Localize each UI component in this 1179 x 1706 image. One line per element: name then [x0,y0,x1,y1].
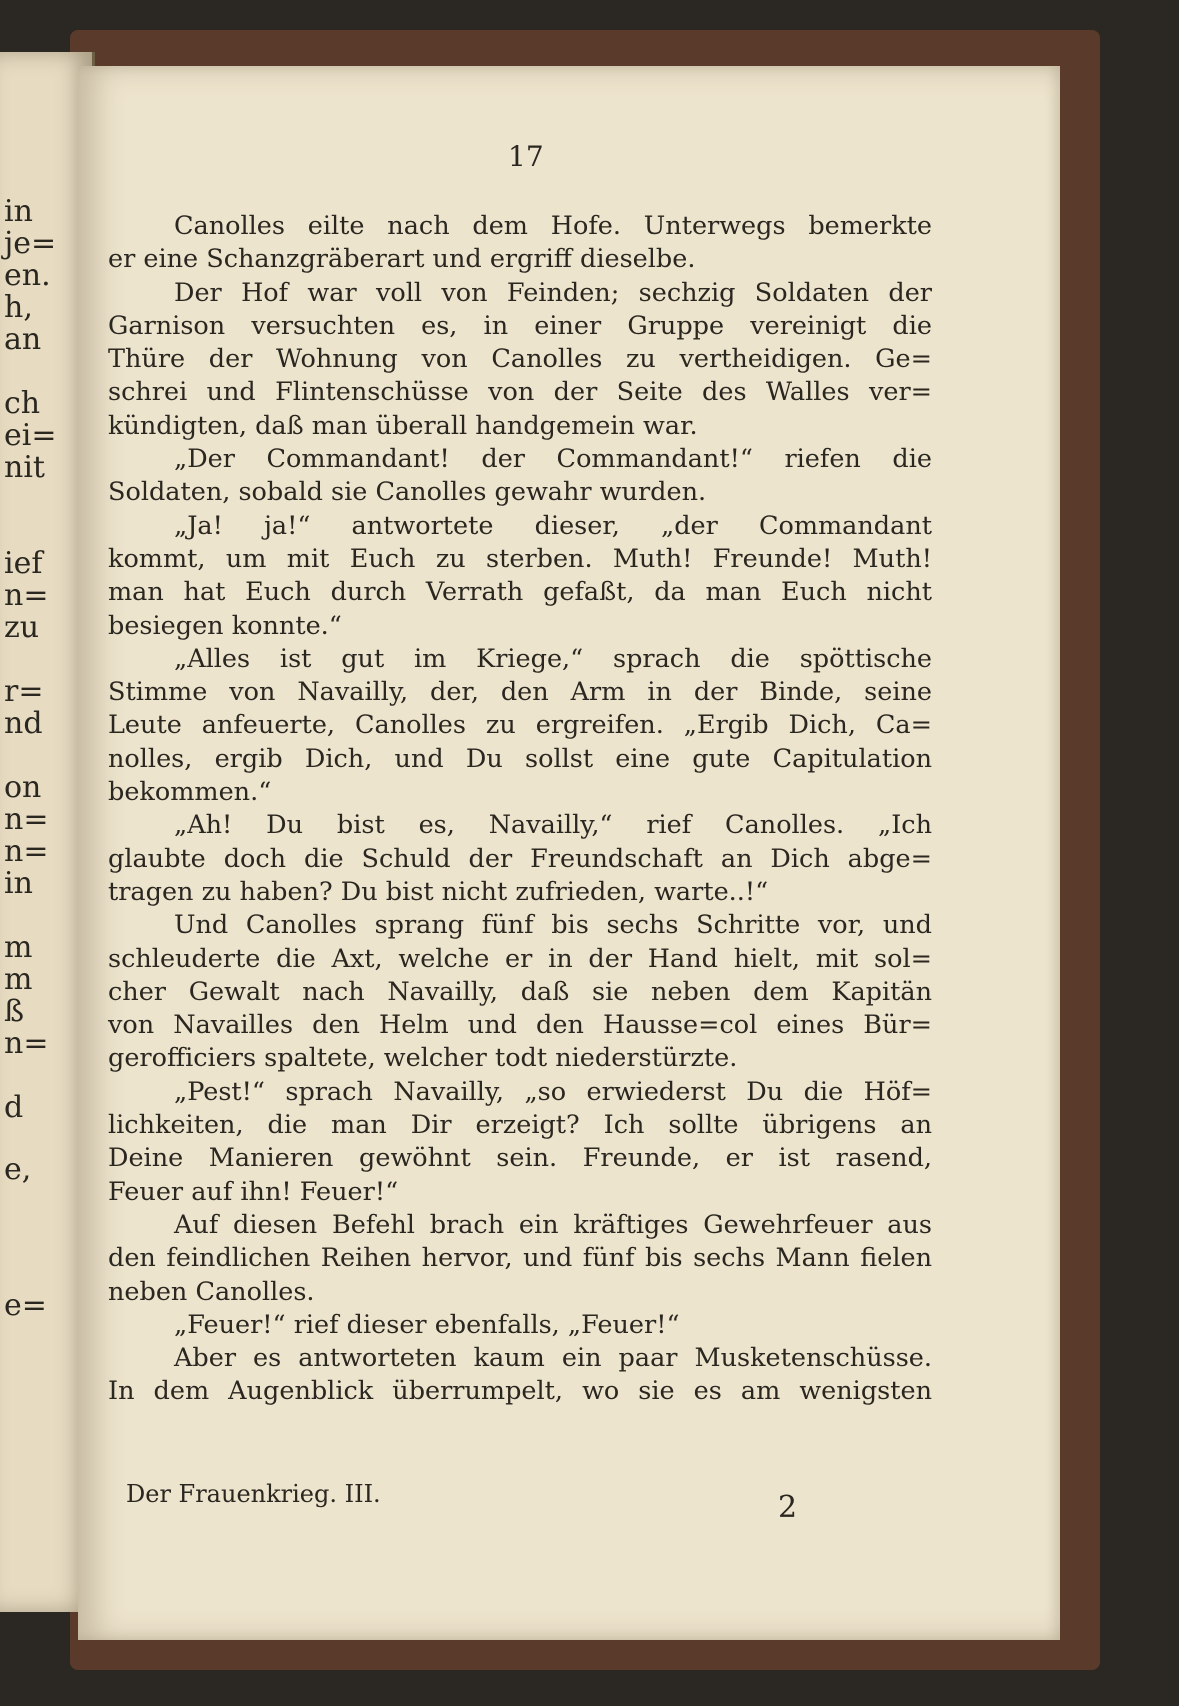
footer-title: Der Frauenkrieg. III. [126,1480,381,1508]
text-line: Soldaten, sobald sie Canolles gewahr wurden. [108,477,707,508]
text-line: kommt, um mit Euch zu sterben. Muth! Freunde! Muth! [108,543,932,574]
text-line: den feindlichen Reihen hervor, und fünf bis sechs Mann fielen [108,1243,932,1274]
body-text [108,210,932,1409]
text-line: „Ah! Du bist es, Navailly,“ rief Canolles. „Ich [174,810,932,841]
left-fragment: h, [4,290,33,325]
text-line: man hat Euch durch Verrath gefaßt, da man Euch nicht [108,577,932,608]
text-line: „Ja! ja!“ antwortete dieser, „der Commandant [174,510,932,541]
left-fragment: an [4,322,42,357]
left-fragment: nit [4,450,45,485]
left-fragment: m [4,930,33,965]
left-fragment: r= [4,674,44,709]
text-line: Canolles eilte nach dem Hofe. Unterwegs bemerkte [174,211,932,241]
page-number: 17 [508,140,544,173]
left-fragment: e, [4,1152,32,1187]
text-line: lichkeiten, die man Dir erzeigt? Ich sollte übrigens an [108,1110,932,1141]
text-line: Deine Manieren gewöhnt sein. Freunde, er ist rasend, [108,1143,932,1174]
text-line: Garnison versuchten es, in einer Gruppe vereinigt die [108,310,932,341]
left-fragment: on [4,770,42,805]
left-fragment: ei= [4,418,57,453]
left-fragment: n= [4,834,49,869]
left-fragment: ß [4,994,25,1029]
text-line: Thüre der Wohnung von Canolles zu vertheidigen. Ge= [108,344,932,375]
left-fragment: ch [4,386,41,421]
text-line: cher Gewalt nach Navailly, daß sie neben dem Kapitän [108,976,932,1007]
text-line: kündigten, daß man überall handgemein war. [108,410,698,441]
text-line: Und Canolles sprang fünf bis sechs Schritte vor, und [174,910,932,941]
left-fragment: d [4,1090,24,1125]
text-line: „Pest!“ sprach Navailly, „so erwiederst Du die Höf= [174,1076,932,1107]
left-fragment: ief [4,546,43,581]
text-line: tragen zu haben? Du bist nicht zufrieden, warte..!“ [108,876,769,907]
text-line: „Alles ist gut im Kriege,“ sprach die spöttische [174,643,932,674]
text-line: gerofficiers spaltete, welcher todt niederstürzte. [108,1043,738,1074]
text-line: nolles, ergib Dich, und Du sollst eine gute Capitulation [108,743,932,774]
left-fragment: n= [4,578,49,613]
text-line: Aber es antworteten kaum ein paar Musketenschüsse. [174,1343,932,1374]
text-line: Stimme von Navailly, der, den Arm in der Binde, seine [108,677,932,708]
text-line: „Der Commandant! der Commandant!“ riefen die [174,444,932,475]
text-line: schrei und Flintenschüsse von der Seite des Walles ver= [108,377,932,408]
left-fragment: nd [4,706,43,741]
text-line: Feuer auf ihn! Feuer!“ [108,1176,399,1207]
text-line: glaubte doch die Schuld der Freundschaft an Dich abge= [108,843,932,874]
left-fragment: e= [4,1288,47,1323]
text-line: In dem Augenblick überrumpelt, wo sie es am wenigsten [108,1376,932,1407]
left-fragment: n= [4,802,49,837]
left-fragment: en. [4,258,51,293]
left-fragment: in [4,866,33,901]
text-line: „Feuer!“ rief dieser ebenfalls, „Feuer!“ [174,1309,680,1340]
text-line: von Navailles den Helm und den Hausse=col eines Bür= [108,1010,932,1041]
text-line: er eine Schanzgräberart und ergriff dieselbe. [108,244,696,275]
text-line: neben Canolles. [108,1276,315,1307]
text-line: Der Hof war voll von Feinden; sechzig Soldaten der [174,277,932,308]
left-fragment: m [4,962,33,997]
signature-mark: 2 [778,1490,798,1525]
left-fragment: zu [4,610,40,645]
left-fragment: in [4,194,33,229]
text-line: Auf diesen Befehl brach ein kräftiges Gewehrfeuer aus [174,1209,932,1240]
left-fragment: je= [4,226,57,261]
text-line: besiegen konnte.“ [108,610,342,641]
text-line: bekommen.“ [108,777,272,808]
left-fragment: n= [4,1026,49,1061]
text-line: schleuderte die Axt, welche er in der Hand hielt, mit sol= [108,943,932,974]
text-line: Leute anfeuerte, Canolles zu ergreifen. „Ergib Dich, Ca= [108,710,932,741]
